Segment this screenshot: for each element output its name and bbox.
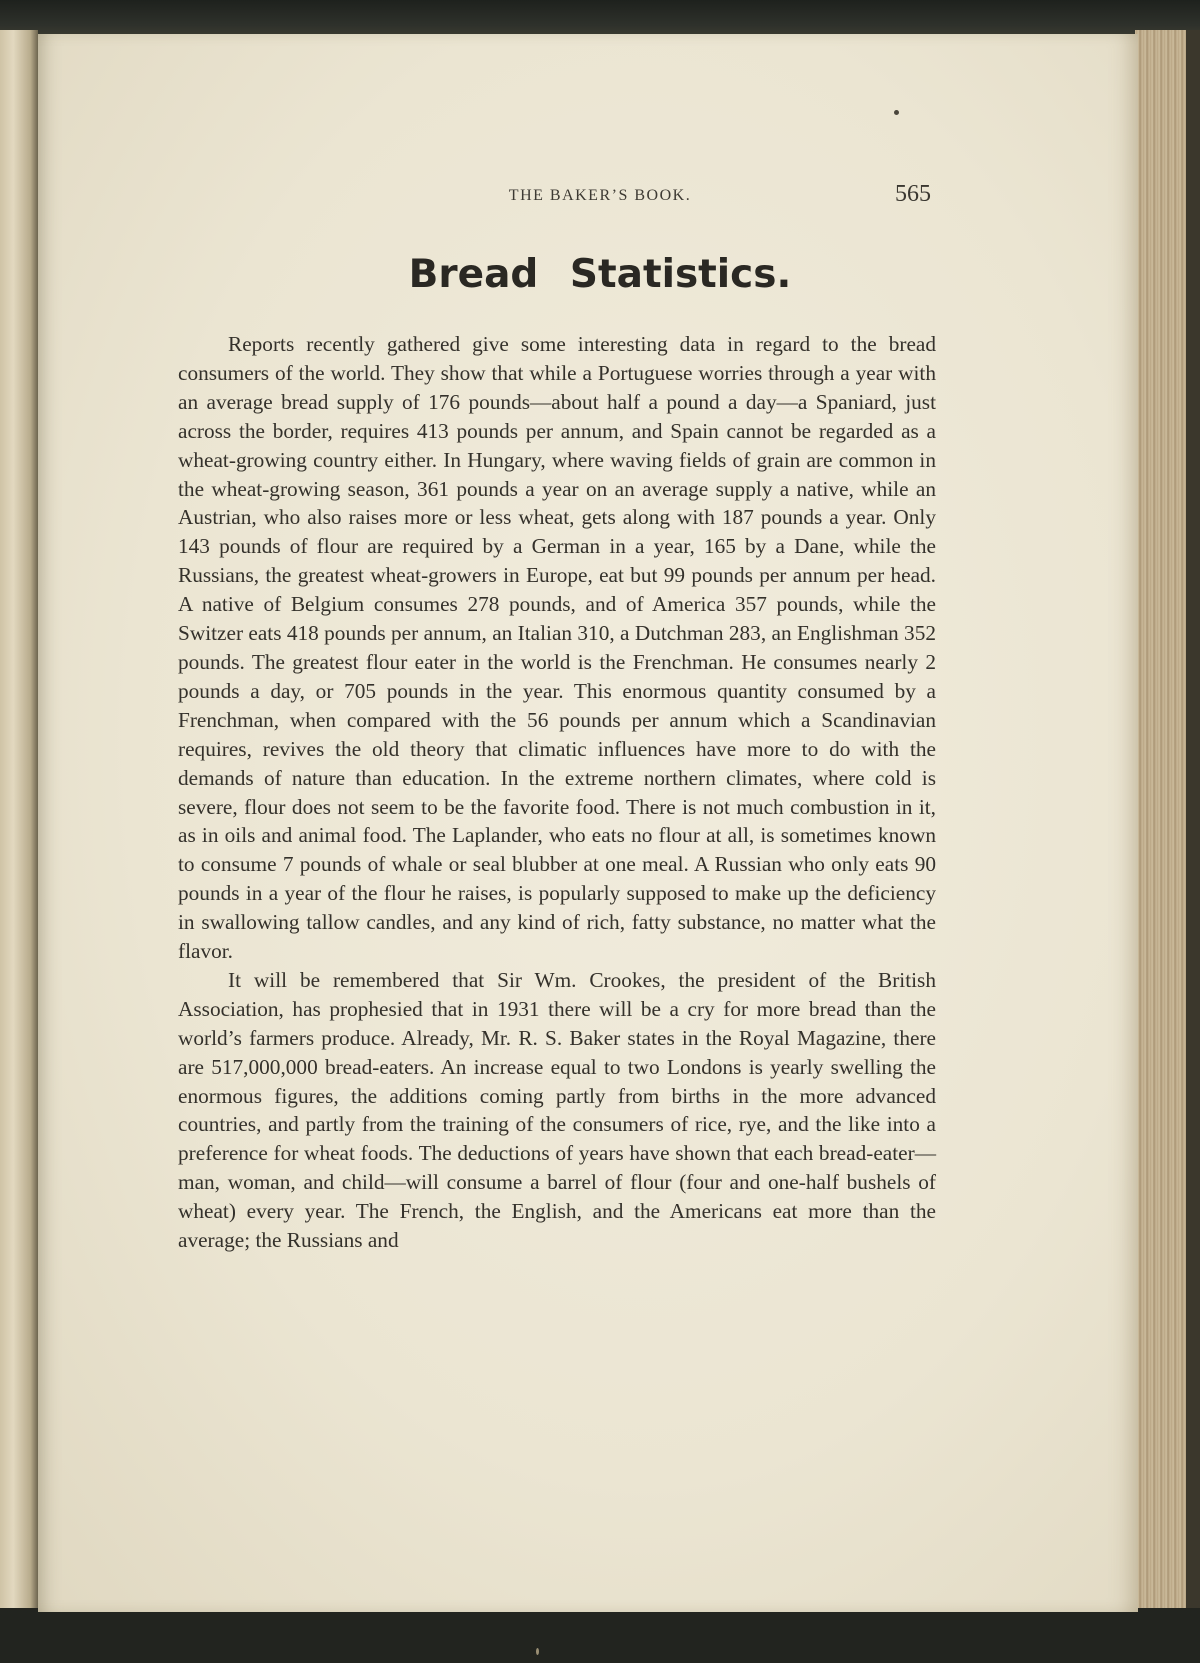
page-number: 565 <box>895 181 931 207</box>
book-cover-bottom <box>0 1608 1200 1663</box>
paragraph-2: It will be remembered that Sir Wm. Crookes, the president of the British Association, has prophesied that in 1931 there will be a cry for more bread than the world’s farmers produce. Already, Mr. R. S. Baker states in the Royal Magazine, there are 517,000,000 bread-eaters. An increase equal to two Londons is yearly swelling the enormous figures, the additions coming partly from births in the more advanced countries, and partly from the training of the consumers of rice, rye, and the like into a preference for wheat foods. The deductions of years have shown that each bread-eater—man, woman, and child—will consume a barrel of flour (four and one-half bushels of wheat) every year. The French, the English, and the Americans eat more than the average; the Russians and <box>178 967 936 1253</box>
page-title: Bread Statistics. <box>408 252 792 297</box>
running-head: THE BAKER’S BOOK. <box>508 187 692 204</box>
paper-speck <box>894 110 899 115</box>
paper-speck <box>536 1648 539 1655</box>
paragraph-1: Reports recently gathered give some interesting data in regard to the bread consumers of the world. They show that while a Portuguese worries through a year with an average bread supply of 176 pounds—about half a pound a day—a Spaniard, just across the border, requires 413 pounds per annum, and Spain cannot be regarded as a wheat-growing country either. In Hungary, where waving fields of grain are common in the wheat-growing season, 361 pounds a year on an average supply a native, while an Austrian, who also raises more or less wheat, gets along with 187 pounds a year. Only 143 pounds of flour are required by a German in a year, 165 by a Dane, while the Russians, the greatest wheat-growers in Europe, eat but 99 pounds per annum per head. A native of Belgium consumes 278 pounds, and of America 357 pounds, while the Switzer eats 418 pounds per annum, an Italian 310, a Dutchman 283, an Englishman 352 pounds. The greatest flour eater in the world is the Frenchman. He consumes nearly 2 pounds a day, or 705 pounds in the year. This enormous quantity consumed by a Frenchman, when compared with the 56 pounds per annum which a Scandinavian requires, revives the old theory that climatic influences have more to do with the demands of nature than education. In the extreme northern climates, where cold is severe, flour does not seem to be the favorite food. There is not much combustion in it, as in oils and animal food. The Laplander, who eats no flour at all, is sometimes known to consume 7 pounds of whale or seal blubber at one meal. A Russian who only eats 90 pounds in a year of the flour he raises, is popularly supposed to make up the deficiency in swallowing tallow candles, and any kind of rich, fatty substance, no matter what the flavor. <box>178 332 936 964</box>
book-cover-top <box>0 0 1200 36</box>
article-body <box>178 330 936 1255</box>
